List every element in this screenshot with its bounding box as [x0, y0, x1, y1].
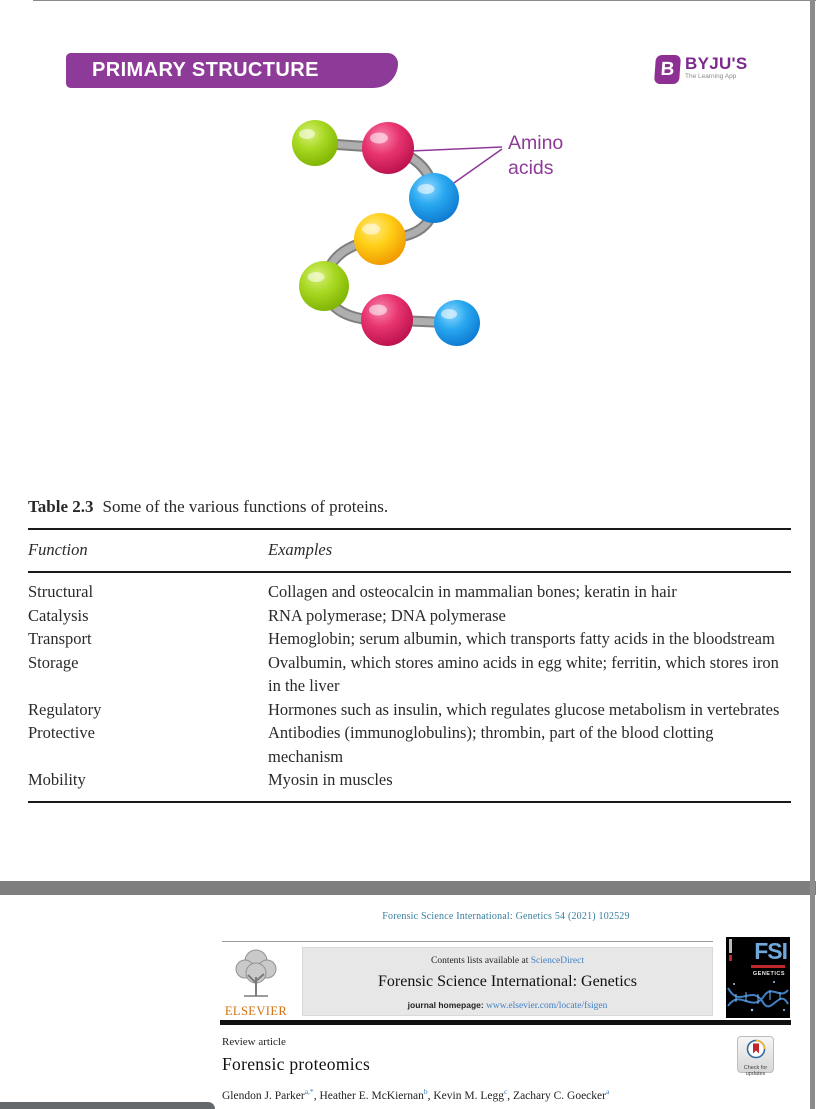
check-badge-text: Check for updates — [743, 1065, 768, 1077]
amino-acids-label — [508, 131, 563, 181]
header-rule — [222, 941, 713, 942]
author-affiliation-sup: a — [605, 1087, 610, 1096]
function-cell: Mobility — [28, 770, 86, 789]
author-name: Zachary C. Goecker — [513, 1089, 606, 1102]
examples-cell: Ovalbumin, which stores amino acids in egg white; ferritin, which stores iron in the liver — [268, 652, 779, 695]
examples-cell: RNA polymerase; DNA polymerase — [268, 605, 506, 625]
table-caption-text: Some of the various functions of proteins. — [102, 497, 389, 516]
table-row — [28, 698, 791, 722]
sphere-green-2 — [299, 261, 349, 311]
cover-title: FSI — [754, 938, 787, 964]
amino-acids-label-line1: Amino — [508, 132, 564, 154]
top-border-line — [33, 0, 816, 1]
sphere-blue-1 — [409, 173, 459, 223]
cover-spine-mark — [729, 939, 732, 953]
scrollbar[interactable] — [810, 0, 815, 1109]
byjus-brand-tagline: The Learning App — [685, 73, 737, 80]
sphere-pink-1 — [362, 122, 414, 174]
byjus-brand-name: BYJU'S — [685, 54, 748, 73]
table-caption — [28, 497, 791, 517]
table-row — [28, 768, 791, 802]
byjus-logo-icon: B — [654, 55, 681, 84]
function-cell: Transport — [28, 629, 92, 648]
contents-line — [303, 956, 712, 966]
sciencedirect-link[interactable]: ScienceDirect — [530, 956, 584, 966]
examples-cell: Hormones such as insulin, which regulates glucose metabolism in vertebrates — [268, 699, 780, 719]
table-row — [28, 604, 791, 628]
author-affiliation-sup: b — [423, 1087, 428, 1096]
journal-cover-thumbnail — [726, 937, 790, 1018]
author-name: Heather E. McKiernan — [319, 1089, 424, 1102]
banner-title: PRIMARY STRUCTURE — [92, 59, 319, 81]
journal-header-box — [302, 947, 713, 1016]
byjus-logo — [655, 55, 748, 84]
function-cell: Protective — [28, 723, 95, 742]
dna-helix-art — [726, 974, 790, 1018]
examples-cell: Antibodies (immunoglobulins); thrombin, part of the blood clotting mechanism — [268, 723, 714, 766]
sphere-blue-2 — [434, 300, 480, 346]
function-cell: Catalysis — [28, 605, 89, 625]
elsevier-logo — [220, 947, 292, 1016]
article-type: Review article — [222, 1036, 286, 1048]
author-name: Kevin M. Legg — [433, 1089, 504, 1102]
cover-red-rule — [751, 965, 785, 968]
amino-acid-spheres — [292, 120, 480, 346]
author-affiliation-sup: c — [503, 1087, 508, 1096]
contents-prefix: Contents lists available at — [430, 956, 531, 966]
journal-title: Forensic Science International: Genetics — [377, 973, 637, 990]
amino-acids-label-line2: acids — [508, 157, 554, 179]
column-header-function: Function — [28, 529, 268, 572]
bottom-corner-tab — [0, 1102, 215, 1109]
cover-spine-mark-red — [729, 955, 732, 961]
primary-structure-banner — [66, 53, 398, 88]
table-row — [28, 572, 791, 604]
table-body — [28, 572, 791, 802]
function-cell: Structural — [28, 582, 94, 601]
section-divider-band — [0, 881, 816, 895]
examples-cell: Myosin in muscles — [268, 770, 393, 789]
author-affiliation-sup: a,* — [304, 1087, 314, 1096]
column-header-examples: Examples — [268, 529, 791, 572]
table-caption-label: Table 2.3 — [28, 497, 94, 516]
table-row — [28, 627, 791, 651]
author-name: Glendon J. Parker — [222, 1089, 305, 1102]
header-black-bar — [220, 1020, 791, 1025]
homepage-label: journal homepage: — [407, 1000, 487, 1010]
examples-cell: Hemoglobin; serum albumin, which transports fatty acids in the bloodstream — [268, 629, 775, 648]
running-head: Forensic Science International: Genetics 54 (2021) 102529 — [382, 911, 630, 922]
article-title: Forensic proteomics — [222, 1054, 371, 1074]
homepage-line — [303, 1000, 712, 1011]
homepage-link[interactable]: www.elsevier.com/locate/fsigen — [486, 1001, 608, 1011]
cover-subtitle: GENETICS — [752, 971, 785, 977]
protein-functions-table — [28, 528, 791, 803]
examples-cell: Collagen and osteocalcin in mammalian bones; keratin in hair — [268, 582, 677, 601]
check-for-updates-badge[interactable] — [737, 1036, 774, 1077]
sphere-pink-2 — [361, 294, 413, 346]
table-row — [28, 721, 791, 768]
table-row — [28, 651, 791, 698]
function-cell: Storage — [28, 652, 79, 672]
elsevier-tree-icon — [228, 947, 284, 999]
authors-line: Glendon J. Parker$^{a,*}$, Heather E. McKiernan$^b$, Kevin M. Legg$^c$, Zachary C. Goecker$^a$ — [222, 1087, 610, 1102]
function-cell: Regulatory — [28, 699, 102, 719]
check-for-updates-icon — [746, 1039, 766, 1059]
amino-acid-chain-illustration — [230, 100, 630, 380]
protein-functions-table-section — [28, 497, 791, 803]
sphere-green-1 — [292, 120, 338, 166]
elsevier-wordmark: ELSEVIER — [224, 1004, 288, 1018]
sphere-yellow — [354, 213, 406, 265]
